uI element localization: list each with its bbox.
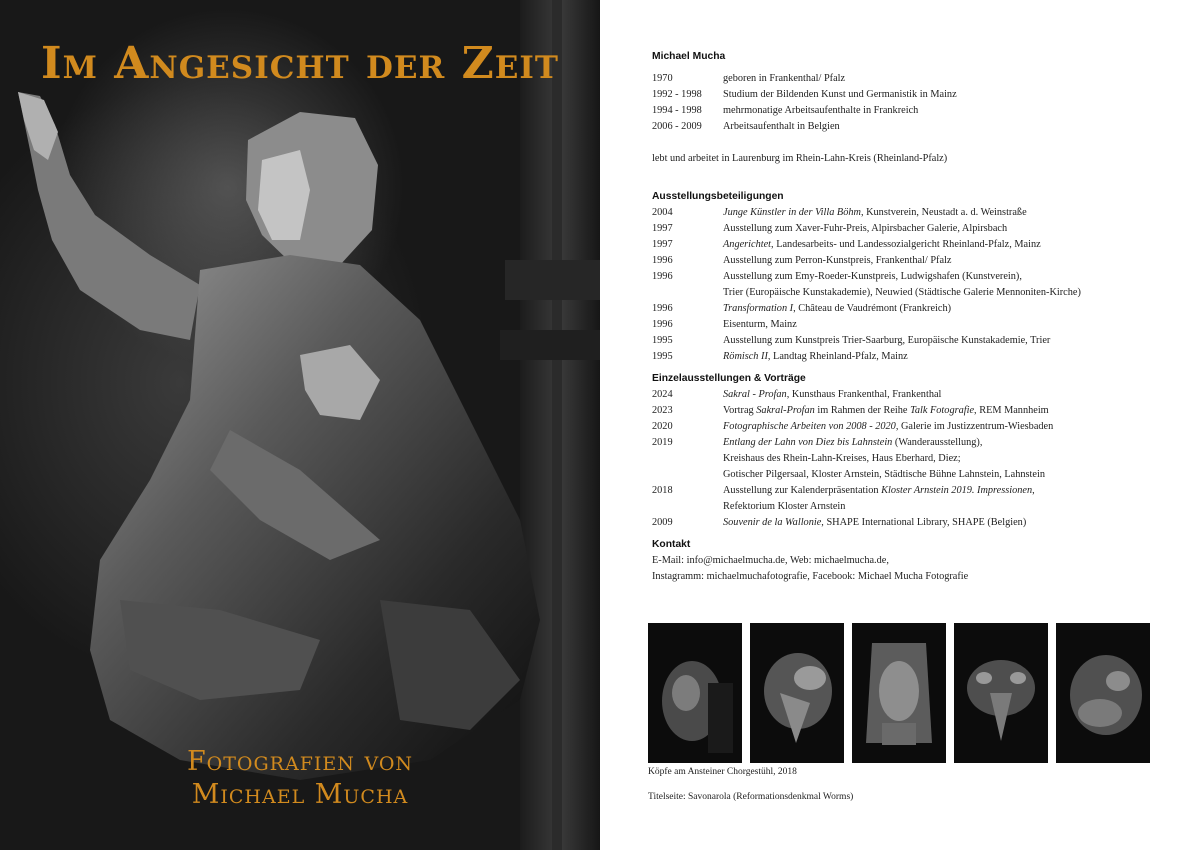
exhibition-year: 1995: [652, 351, 673, 362]
exhibition-entry: [652, 419, 1172, 435]
exhibition-year: 1997: [652, 223, 673, 234]
group-exhibitions-heading: Ausstellungsbeteiligungen: [652, 191, 784, 202]
exhibition-entry: [652, 515, 1172, 531]
exhibition-entry: [652, 205, 1172, 221]
cover-title: Im Angesicht der Zeit: [41, 38, 559, 89]
exhibition-year: 2023: [652, 405, 673, 416]
exhibition-entry: [652, 435, 1172, 483]
carved-head-photo: [750, 623, 844, 763]
exhibition-year: 1996: [652, 303, 673, 314]
exhibition-entry: [652, 403, 1172, 419]
cover-subtitle-line2: Michael Mucha: [191, 779, 409, 810]
exhibition-year: 1996: [652, 271, 673, 282]
exhibition-entry: [652, 253, 1172, 269]
bio-entry: 1994 - 1998 mehrmonatige Arbeitsaufenthalte in Frankreich: [652, 105, 919, 116]
exhibition-year: 1996: [652, 319, 673, 330]
exhibition-text: Angerichtet, Landesarbeits- und Landessozialgericht Rheinland-Pfalz, Mainz: [723, 239, 1041, 250]
exhibition-entry: [652, 333, 1172, 349]
exhibition-text: Ausstellung zum Emy-Roeder-Kunstpreis, Ludwigshafen (Kunstverein), Trier (Europäische Kunstakademie), Neuwied (Städtische Galerie Mennoniten-Kirche): [723, 271, 1081, 298]
bio-entry: 2006 - 2009 Arbeitsaufenthalt in Belgien: [652, 121, 840, 132]
carved-head-photo: [852, 623, 946, 763]
exhibition-year: 2009: [652, 517, 673, 528]
exhibition-entry: [652, 317, 1172, 333]
exhibition-year: 1995: [652, 335, 673, 346]
exhibition-text: Ausstellung zum Perron-Kunstpreis, Frankenthal/ Pfalz: [723, 255, 952, 266]
solo-exhibitions-list: [652, 387, 1172, 531]
bio-list: [652, 71, 1172, 135]
exhibition-text: Entlang der Lahn von Diez bis Lahnstein (Wanderausstellung), Kreishaus des Rhein-Lahn-Kreises, Haus Eberhard, Diez; Gotischer Pilgersaal, Kloster Arnstein, Städtische Bühne Lahnstein, Lahnstein: [723, 437, 1045, 480]
exhibition-entry: [652, 237, 1172, 253]
exhibition-text: Eisenturm, Mainz: [723, 319, 797, 330]
solo-exhibitions-heading: Einzelausstellungen & Vorträge: [652, 373, 806, 384]
artist-name: Michael Mucha: [652, 51, 726, 62]
exhibition-text: Souvenir de la Wallonie, SHAPE International Library, SHAPE (Belgien): [723, 517, 1027, 528]
exhibition-text: Transformation I, Château de Vaudrémont (Frankreich): [723, 303, 952, 314]
exhibition-text: Ausstellung zur Kalenderpräsentation Kloster Arnstein 2019. Impressionen, Refektorium Kloster Arnstein: [723, 485, 1035, 512]
contact-heading: Kontakt: [652, 539, 691, 550]
cover-credit: Titelseite: Savonarola (Reformationsdenkmal Worms): [648, 792, 854, 802]
exhibition-entry: [652, 483, 1172, 515]
exhibition-year: 2024: [652, 389, 673, 400]
carved-head-photo: [648, 623, 742, 763]
exhibition-year: 1996: [652, 255, 673, 266]
contact-line-email-web: E-Mail: info@michaelmucha.de, Web: michaelmucha.de,: [652, 555, 889, 566]
exhibition-entry: [652, 349, 1172, 365]
exhibition-text: Sakral - Profan, Kunsthaus Frankenthal, Frankenthal: [723, 389, 942, 400]
exhibition-year: 2019: [652, 437, 673, 448]
exhibition-year: 2004: [652, 207, 673, 218]
cover-subtitle-line1: Fotografien von: [186, 746, 414, 777]
exhibition-text: Fotographische Arbeiten von 2008 - 2020, Galerie im Justizzentrum-Wiesbaden: [723, 421, 1054, 432]
exhibition-text: Römisch II, Landtag Rheinland-Pfalz, Mainz: [723, 351, 908, 362]
bio-entry: 1970 geboren in Frankenthal/ Pfalz: [652, 73, 846, 84]
carved-head-photo: [954, 623, 1048, 763]
exhibition-entry: [652, 387, 1172, 403]
contact-line-social: Instagramm: michaelmuchafotografie, Facebook: Michael Mucha Fotografie: [652, 571, 969, 582]
exhibition-entry: [652, 301, 1172, 317]
exhibition-entry: [652, 269, 1172, 301]
exhibition-year: 1997: [652, 239, 673, 250]
exhibition-year: 2018: [652, 485, 673, 496]
residence-text: lebt und arbeitet in Laurenburg im Rhein-Lahn-Kreis (Rheinland-Pfalz): [652, 153, 948, 164]
exhibition-text: Ausstellung zum Xaver-Fuhr-Preis, Alpirsbacher Galerie, Alpirsbach: [723, 223, 1008, 234]
exhibition-year: 2020: [652, 421, 673, 432]
cv-section: [652, 49, 1172, 585]
group-exhibitions-list: [652, 205, 1172, 365]
exhibition-entry: [652, 221, 1172, 237]
exhibition-text: Vortrag Sakral-Profan im Rahmen der Reihe Talk Fotografie, REM Mannheim: [723, 405, 1049, 416]
exhibition-text: Junge Künstler in der Villa Böhm, Kunstverein, Neustadt a. d. Weinstraße: [723, 207, 1027, 218]
bio-entry: 1992 - 1998 Studium der Bildenden Kunst und Germanistik in Mainz: [652, 89, 957, 100]
photo-strip-caption: Köpfe am Ansteiner Chorgestühl, 2018: [648, 767, 797, 777]
exhibition-text: Ausstellung zum Kunstpreis Trier-Saarburg, Europäische Kunstakademie, Trier: [723, 335, 1051, 346]
carved-head-photo: [1056, 623, 1150, 763]
